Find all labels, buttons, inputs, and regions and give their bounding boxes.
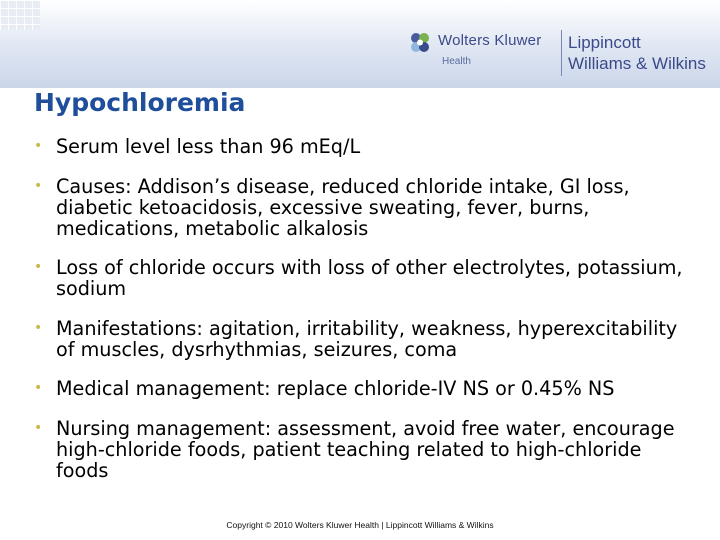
copyright-footer: Copyright © 2010 Wolters Kluwer Health | Lippincott Williams & Wilkins <box>226 520 494 530</box>
bullet-item <box>32 176 697 239</box>
bullet-text: Nursing management: assessment, avoid free water, encourage high-chloride foods, patient teaching related to high-chloride foods <box>56 416 675 482</box>
bullet-text: Serum level less than 96 mEq/L <box>56 135 361 158</box>
wolters-kluwer-logo-mark-icon <box>408 31 432 55</box>
bullet-dot-icon: • <box>34 380 43 396</box>
publisher-logo <box>408 30 718 78</box>
bullet-item <box>32 378 697 399</box>
bullet-text: Manifestations: agitation, irritability, weakness, hyperexcitability of muscles, dysrhythmias, seizures, coma <box>56 316 678 361</box>
bullet-item <box>32 136 697 157</box>
logo-divider <box>561 30 562 76</box>
logo-partner-line-2: Williams & Wilkins <box>568 54 706 73</box>
bullet-item <box>32 418 697 481</box>
bullet-dot-icon: • <box>34 319 43 336</box>
logo-brand-text: Wolters Kluwer <box>438 32 542 49</box>
bullet-dot-icon: • <box>34 419 43 436</box>
bullet-text: Causes: Addison’s disease, reduced chloride intake, GI loss, diabetic ketoacidosis, excessive sweating, fever, burns, medications, metabolic alkalosis <box>56 174 630 240</box>
bullet-dot-icon: • <box>34 259 43 275</box>
logo-partner-text <box>568 32 706 74</box>
bullet-item <box>32 318 697 360</box>
logo-partner-line-1: Lippincott <box>568 33 641 52</box>
bullet-list <box>32 136 697 499</box>
bullet-dot-icon: • <box>34 177 43 194</box>
bullet-text: Loss of chloride occurs with loss of other electrolytes, potassium, sodium <box>56 256 683 300</box>
bullet-item <box>32 257 697 299</box>
bullet-dot-icon: • <box>34 138 43 154</box>
slide-title: Hypochloremia <box>34 88 246 117</box>
logo-sub-text: Health <box>442 56 471 67</box>
corner-grid-decoration <box>0 0 40 30</box>
bullet-text: Medical management: replace chloride-IV NS or 0.45% NS <box>56 377 615 400</box>
